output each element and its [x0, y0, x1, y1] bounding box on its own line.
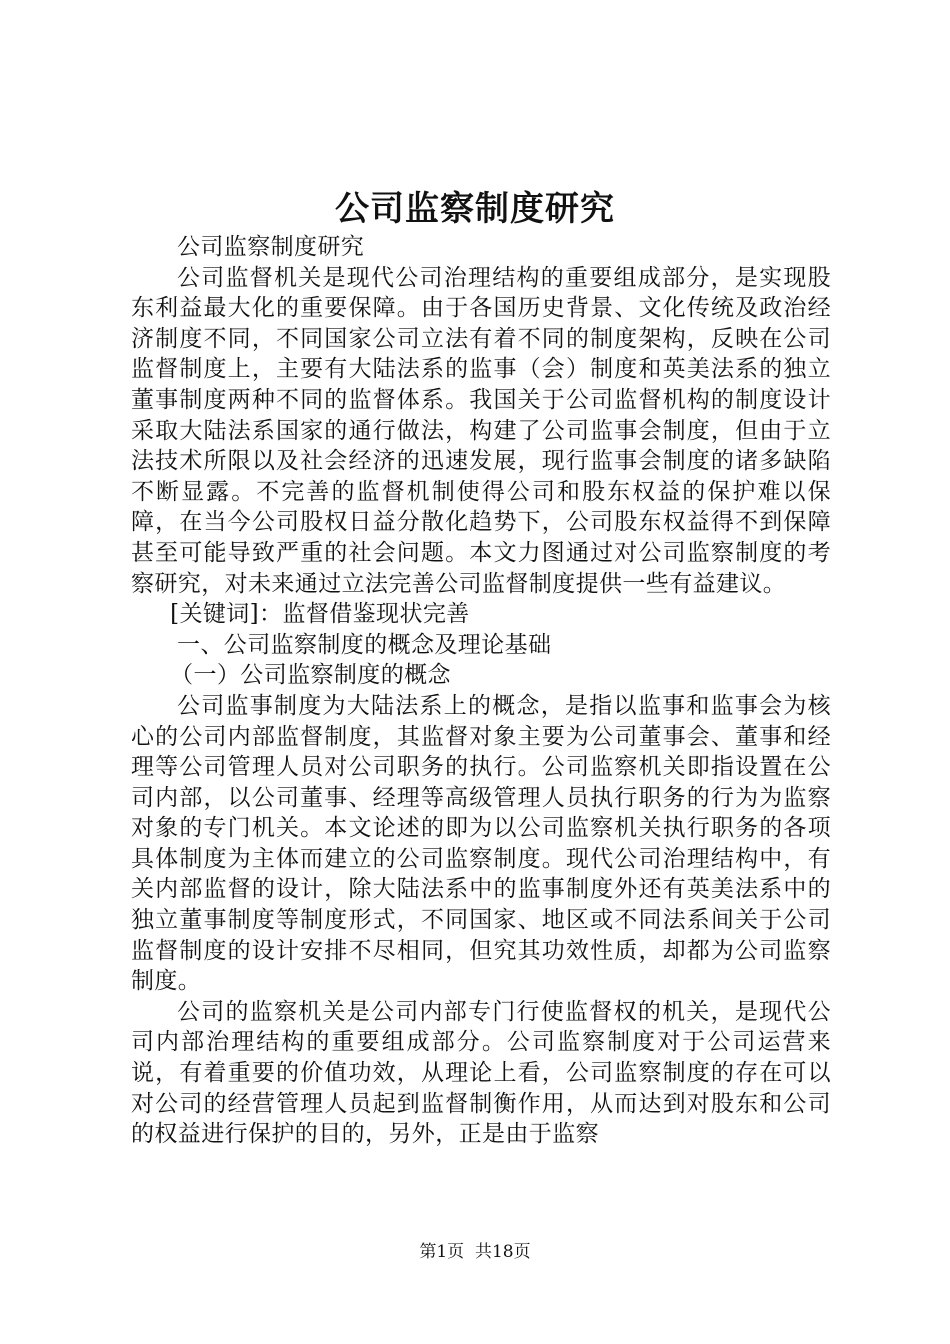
section-heading-1: 一、公司监察制度的概念及理论基础 — [177, 631, 552, 658]
paragraph-keywords: [关键词]：监督借鉴现状完善 — [170, 601, 470, 628]
page-footer: 第1页 共18页 — [419, 1242, 531, 1262]
subsection-heading-1: （一）公司监察制度的概念 — [170, 662, 451, 689]
paragraph-subtitle: 公司监察制度研究 — [177, 234, 365, 260]
document-body — [131, 232, 831, 1150]
paragraph-concept: 公司监事制度为大陆法系上的概念，是指以监事和监事会为核心的公司内部监督制度，其监督对象主要为公司董事会、董事和经理等公司管理人员对公司职务的执行。公司监察机关即指设置在公司内部，以公司董事、经理等高级管理人员执行职务的行为为监察对象的专门机关。本文论述的即为以公司监察机关执行职务的各项具体制度为主体而建立的公司监察制度。现代公司治理结构中，有关内部监督的设计，除大陆法系中的监事制度外还有英美法系中的独立董事制度等制度形式，不同国家、地区或不同法系间关于公司监督制度的设计安排不尽相同，但究其功效性质，却都为公司监察制度。 — [131, 692, 831, 995]
paragraph-function: 公司的监察机关是公司内部专门行使监督权的机关，是现代公司内部治理结构的重要组成部分。公司监察制度对于公司运营来说，有着重要的价值功效，从理论上看，公司监察制度的存在可以对公司的经营管理人员起到监督制衡作用，从而达到对股东和公司的权益进行保护的目的，另外，正是由于监察 — [131, 998, 831, 1148]
paragraph-abstract: 公司监督机关是现代公司治理结构的重要组成部分，是实现股东利益最大化的重要保障。由于各国历史背景、文化传统及政治经济制度不同，不同国家公司立法有着不同的制度架构，反映在公司监督制度上，主要有大陆法系的监事（会）制度和英美法系的独立董事制度两种不同的监督体系。我国关于公司监督机构的制度设计采取大陆法系国家的通行做法，构建了公司监事会制度，但由于立法技术所限以及社会经济的迅速发展，现行监事会制度的诸多缺陷不断显露。不完善的监督机制使得公司和股东权益的保护难以保障，在当今公司股权日益分散化趋势下，公司股东权益得不到保障甚至可能导致严重的社会问题。本文力图通过对公司监察制度的考察研究，对未来通过立法完善公司监督制度提供一些有益建议。 — [131, 264, 831, 597]
document-title: 公司监察制度研究 — [335, 189, 615, 229]
